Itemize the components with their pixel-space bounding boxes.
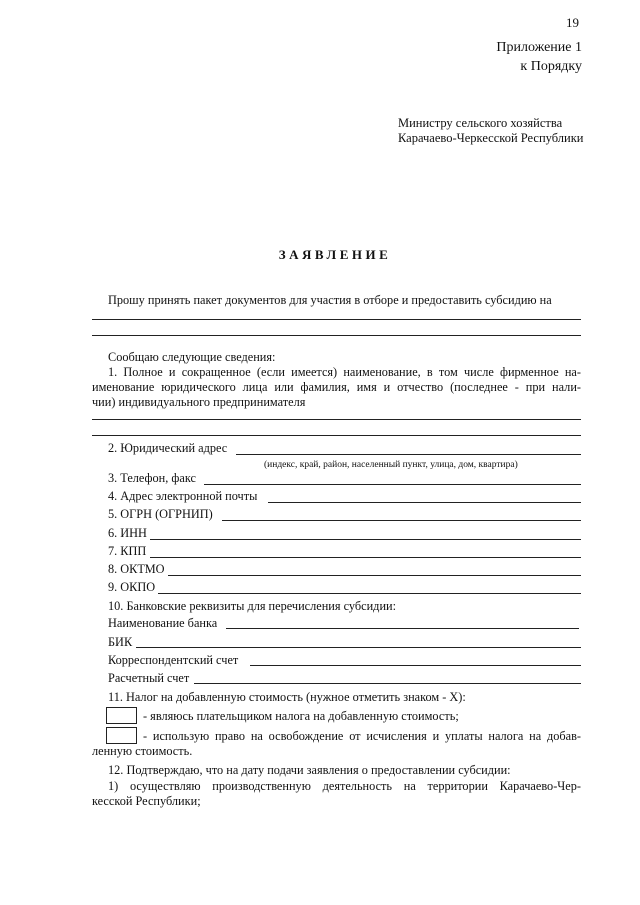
vat-exempt-option-line-1: - использую право на освобождение от исчисления и уплаты налога на добав-	[143, 729, 581, 743]
legal-address-label: 2. Юридический адрес	[108, 441, 228, 455]
vat-payer-option: - являюсь плательщиком налога на добавленную стоимость;	[143, 709, 459, 723]
email-line[interactable]	[268, 502, 581, 503]
request-text: Прошу принять пакет документов для участия в отборе и предоставить субсидию на	[108, 293, 552, 307]
bank-heading: 10. Банковские реквизиты для перечисления субсидии:	[108, 599, 397, 613]
page-number: 19	[566, 15, 579, 30]
confirm-item1-line-1: 1) осуществляю производственную деятельность на территории Карачаево-Чер-	[108, 779, 581, 793]
oktmo-label: 8. ОКТМО	[108, 562, 165, 576]
recipient-line-2: Карачаево-Черкесской Республики	[398, 131, 584, 145]
request-blank-line-2[interactable]	[92, 335, 581, 336]
bik-label: БИК	[108, 635, 133, 649]
info-intro: Сообщаю следующие сведения:	[108, 350, 276, 364]
corr-account-line[interactable]	[250, 665, 581, 666]
settlement-account-label: Расчетный счет	[108, 671, 190, 685]
document-title: ЗАЯВЛЕНИЕ	[278, 247, 392, 262]
vat-exempt-option-line-2: ленную стоимость.	[92, 744, 193, 758]
phone-fax-line[interactable]	[204, 484, 581, 485]
confirm-item1-line-2: кесской Республики;	[92, 794, 201, 808]
corr-account-label: Корреспондентский счет	[108, 653, 239, 667]
legal-address-hint: (индекс, край, район, населенный пункт, улица, дом, квартира)	[264, 460, 518, 470]
item1-line-1: 1. Полное и сокращенное (если имеется) наименование, в том числе фирменное на-	[108, 365, 581, 379]
legal-address-line[interactable]	[236, 454, 581, 455]
phone-fax-label: 3. Телефон, факс	[108, 471, 196, 485]
appendix-label: Приложение 1	[496, 40, 582, 55]
bank-name-label: Наименование банка	[108, 616, 218, 630]
request-blank-line-1[interactable]	[92, 319, 581, 320]
vat-heading: 11. Налог на добавленную стоимость (нужное отметить знаком - X):	[108, 690, 466, 704]
name-blank-line-2[interactable]	[92, 435, 581, 436]
procedure-label: к Порядку	[520, 59, 582, 74]
okpo-label: 9. ОКПО	[108, 580, 156, 594]
inn-label: 6. ИНН	[108, 526, 147, 540]
settlement-account-line[interactable]	[194, 683, 581, 684]
oktmo-line[interactable]	[168, 575, 581, 576]
kpp-line[interactable]	[150, 557, 581, 558]
email-label: 4. Адрес электронной почты	[108, 489, 258, 503]
kpp-label: 7. КПП	[108, 544, 147, 558]
recipient-line-1: Министру сельского хозяйства	[398, 116, 563, 130]
name-blank-line-1[interactable]	[92, 419, 581, 420]
bik-line[interactable]	[136, 647, 581, 648]
vat-exempt-checkbox[interactable]	[106, 727, 137, 744]
inn-line[interactable]	[150, 539, 581, 540]
okpo-line[interactable]	[158, 593, 581, 594]
ogrn-line[interactable]	[222, 520, 581, 521]
confirm-heading: 12. Подтверждаю, что на дату подачи заявления о предоставлении субсидии:	[108, 763, 511, 777]
item1-line-2: именование юридического лица или фамилия, имя и отчество (последнее - при нали-	[92, 380, 581, 394]
bank-name-line[interactable]	[226, 628, 579, 629]
ogrn-label: 5. ОГРН (ОГРНИП)	[108, 507, 213, 521]
vat-payer-checkbox[interactable]	[106, 707, 137, 724]
item1-line-3: чии) индивидуального предпринимателя	[92, 395, 306, 409]
